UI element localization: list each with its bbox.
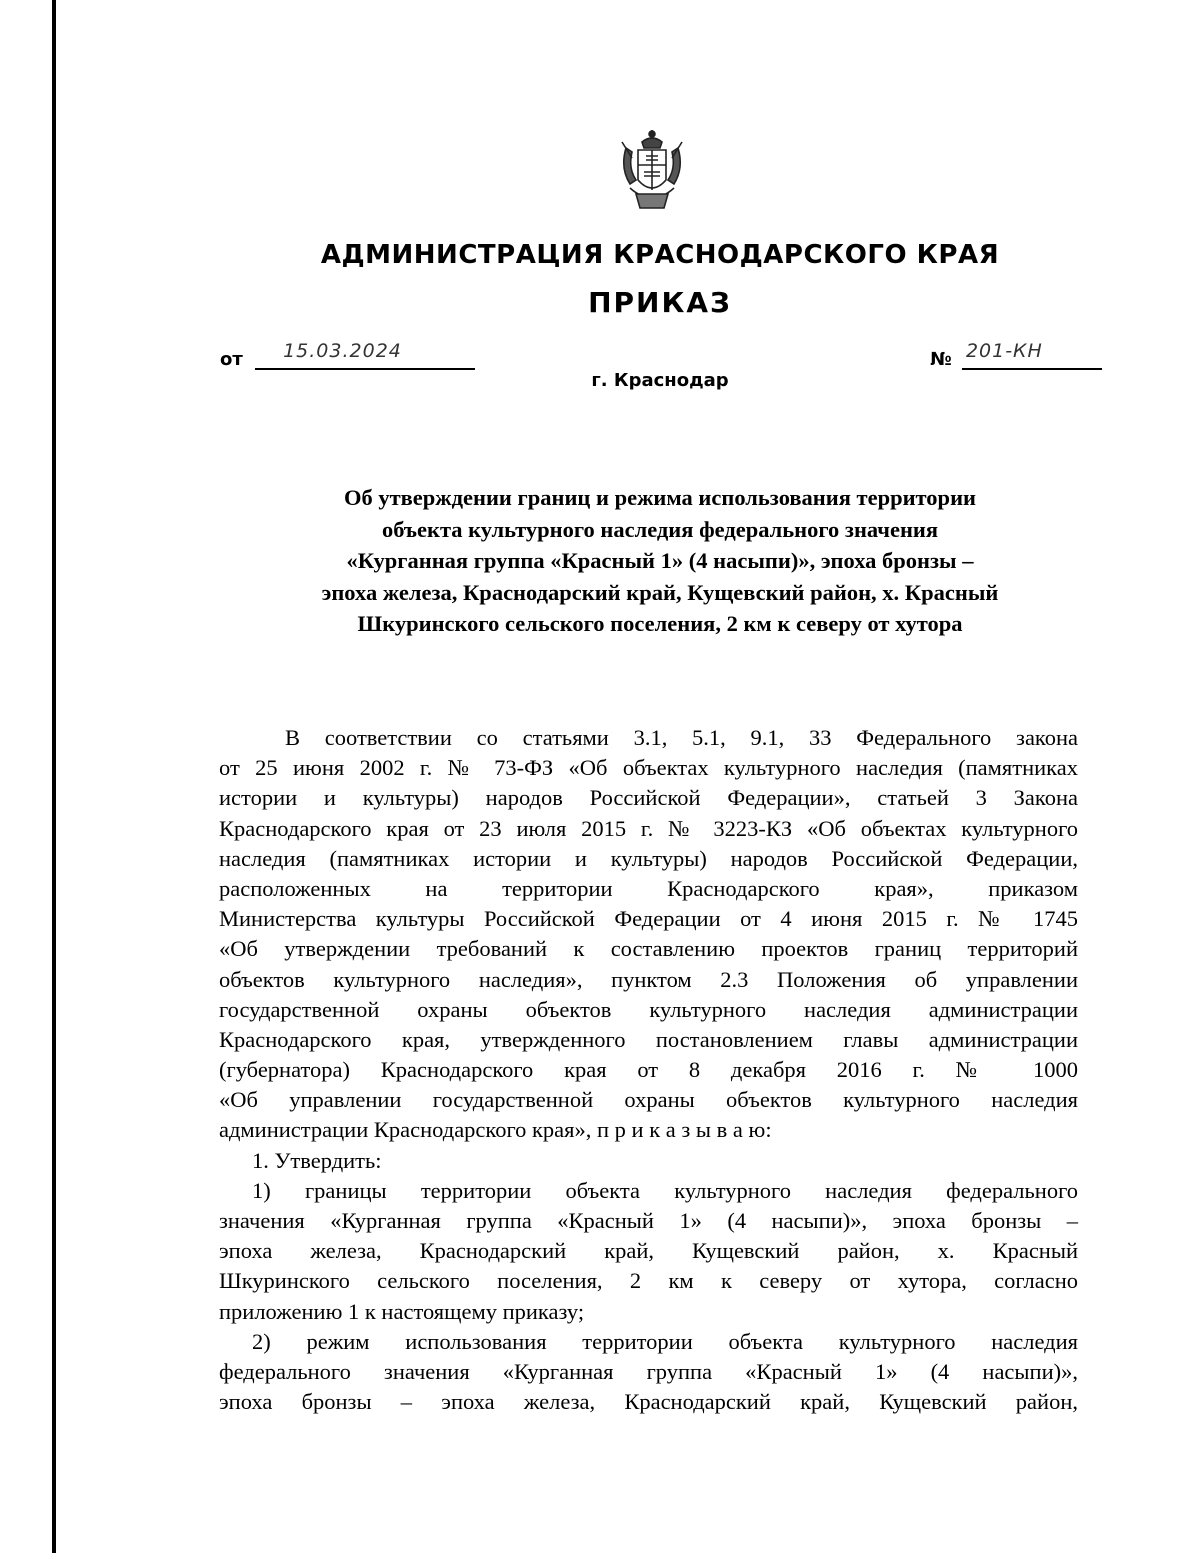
document-subject bbox=[220, 482, 1100, 640]
number-line bbox=[962, 340, 1102, 370]
date-value: 15.03.2024 bbox=[283, 340, 402, 362]
body-line: истории и культуры) народов Российской Федерации», статьей 3 Закона bbox=[219, 785, 1078, 811]
body-line: государственной охраны объектов культурного наследия администрации bbox=[219, 996, 1078, 1022]
number-prefix: № bbox=[930, 349, 952, 370]
coat-of-arms-icon bbox=[616, 128, 688, 218]
body-line: 1) границы территории объекта культурного наследия федерального bbox=[252, 1177, 1078, 1203]
body-line: эпоха железа, Краснодарский край, Кущевский район, х. Красный bbox=[219, 1238, 1078, 1264]
body-line: Краснодарского края, утвержденного постановлением главы администрации bbox=[219, 1026, 1078, 1052]
number-field bbox=[930, 340, 1102, 370]
date-field bbox=[220, 340, 475, 370]
subject-line: Об утверждении границ и режима использования территории bbox=[343, 485, 977, 510]
date-prefix: от bbox=[220, 349, 243, 370]
subject-line: объекта культурного наследия федерального значения bbox=[381, 516, 939, 542]
body-line: Министерства культуры Российской Федерации от 4 июня 2015 г. № 1745 bbox=[219, 906, 1078, 932]
date-line bbox=[255, 340, 475, 370]
body-line: «Об утверждении требований к составлению проектов границ территорий bbox=[219, 936, 1078, 962]
subject-line: Шкуринского сельского поселения, 2 км к северу от хутора bbox=[357, 611, 963, 636]
page-left-border bbox=[52, 0, 56, 1553]
body-line: значения «Курганная группа «Красный 1» (4 насыпи)», эпоха бронзы – bbox=[219, 1208, 1078, 1233]
body-line: В соответствии со статьями 3.1, 5.1, 9.1, 33 Федерального закона bbox=[285, 725, 1078, 750]
subject-line: «Курганная группа «Красный 1» (4 насыпи)», эпоха бронзы – bbox=[346, 548, 974, 573]
body-line: (губернатора) Краснодарского края от 8 декабря 2016 г. № 1000 bbox=[219, 1057, 1078, 1083]
body-line: «Об управлении государственной охраны объектов культурного наследия bbox=[219, 1087, 1078, 1113]
body-line: федерального значения «Курганная группа «Красный 1» (4 насыпи)», bbox=[219, 1358, 1078, 1384]
body-line: расположенных на территории Краснодарского края», приказом bbox=[219, 875, 1078, 901]
body-line: 2) режим использования территории объекта культурного наследия bbox=[252, 1328, 1078, 1354]
document-type: ПРИКАЗ bbox=[588, 286, 732, 319]
body-line: от 25 июня 2002 г. № 73-ФЗ «Об объектах культурного наследия (памятниках bbox=[219, 755, 1078, 781]
subject-line: эпоха железа, Краснодарский край, Кущевский район, х. Красный bbox=[321, 579, 999, 605]
body-line: Краснодарского края от 23 июля 2015 г. № 3223-КЗ «Об объектах культурного bbox=[219, 815, 1078, 841]
organization-title: АДМИНИСТРАЦИЯ КРАСНОДАРСКОГО КРАЯ bbox=[320, 240, 1000, 270]
document-body bbox=[219, 723, 1078, 1417]
body-line: Шкуринского сельского поселения, 2 км к северу от хутора, согласно bbox=[219, 1268, 1078, 1294]
body-line: администрации Краснодарского края», п р и к а з ы в а ю: bbox=[219, 1117, 772, 1143]
body-line: объектов культурного наследия», пунктом 2.3 Положения об управлении bbox=[219, 966, 1078, 992]
body-line: эпоха бронзы – эпоха железа, Краснодарский край, Кущевский район, bbox=[219, 1389, 1078, 1415]
body-line: 1. Утвердить: bbox=[252, 1147, 382, 1173]
city: г. Краснодар bbox=[591, 370, 729, 391]
body-line: наследия (памятниках истории и культуры) народов Российской Федерации, bbox=[219, 845, 1078, 871]
number-value: 201-КН bbox=[965, 340, 1043, 362]
body-line: приложению 1 к настоящему приказу; bbox=[219, 1298, 585, 1324]
